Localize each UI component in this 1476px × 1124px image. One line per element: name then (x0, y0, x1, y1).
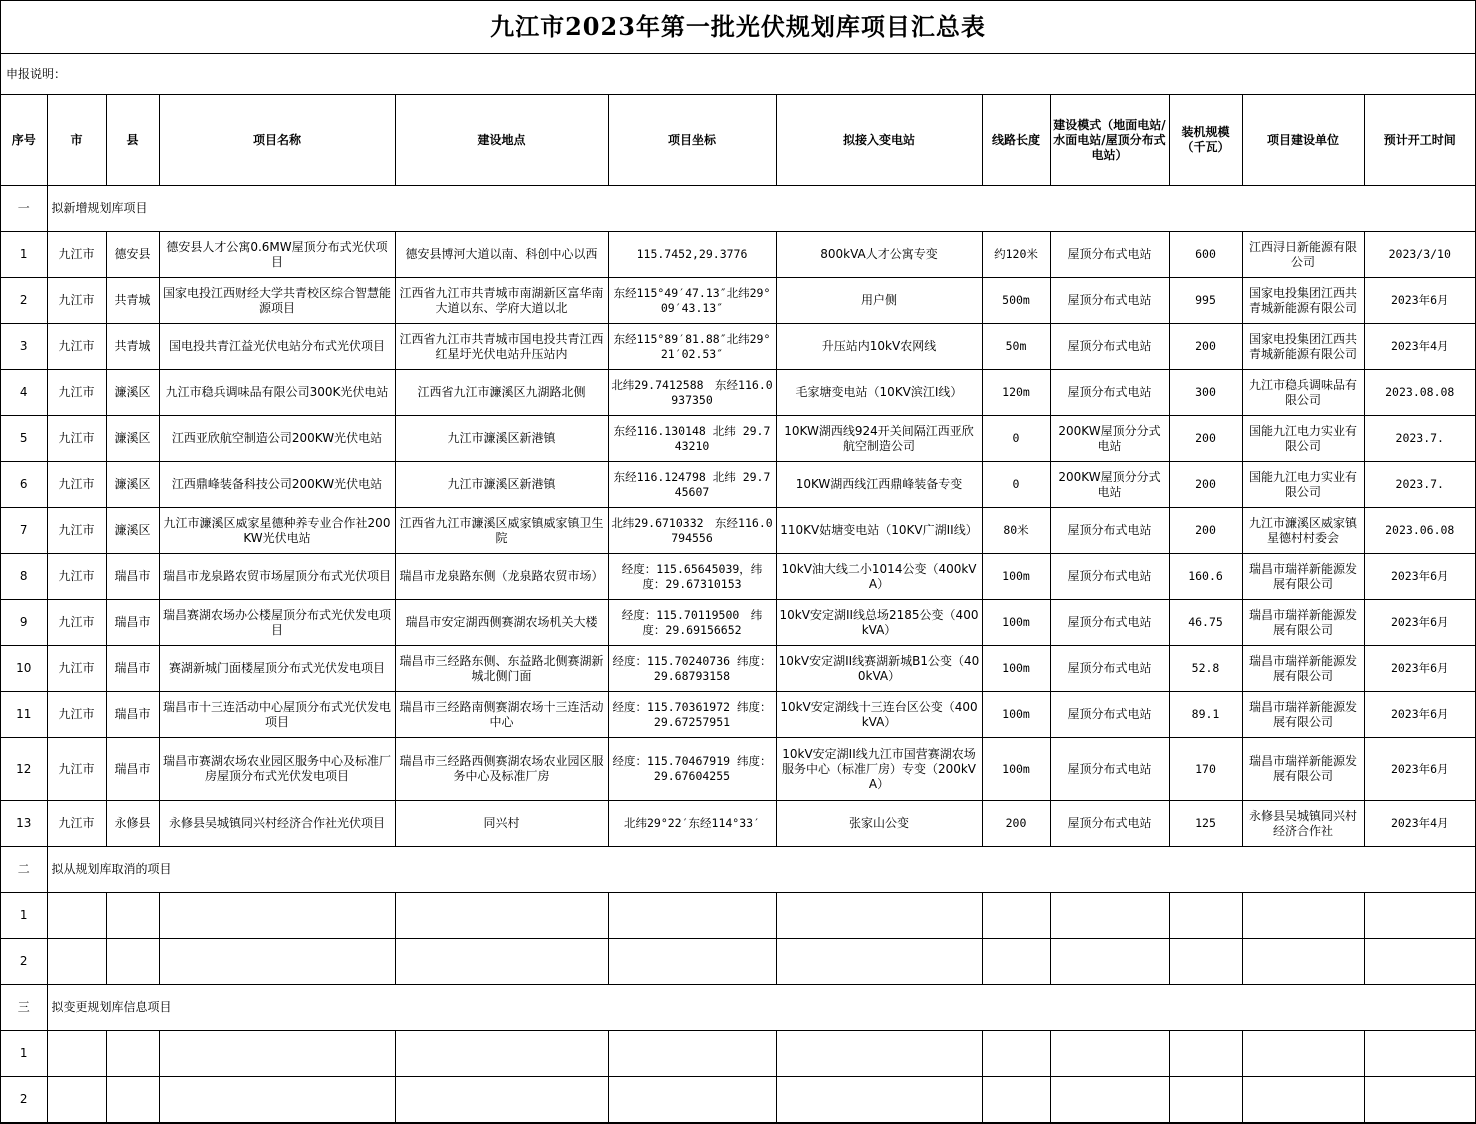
cell-start: 2023年4月 (1364, 801, 1475, 847)
cell-mode: 屋顶分布式电站 (1050, 738, 1169, 801)
section-title: 拟变更规划库信息项目 (47, 985, 1475, 1031)
empty-cell (608, 1031, 776, 1077)
cell-capacity: 170 (1169, 738, 1242, 801)
empty-cell (776, 1077, 982, 1123)
empty-cell (1050, 893, 1169, 939)
cell-coords: 北纬29.6710332 东经116.0794556 (608, 508, 776, 554)
cell-substation: 110KV姑塘变电站（10KV广湖II线） (776, 508, 982, 554)
cell-unit: 瑞昌市瑞祥新能源发展有限公司 (1242, 554, 1364, 600)
header-mode: 建设模式（地面电站/水面电站/屋顶分布式电站） (1050, 95, 1169, 186)
empty-cell (395, 1031, 608, 1077)
empty-cell (395, 893, 608, 939)
cell-county: 濂溪区 (106, 370, 159, 416)
cell-unit: 九江市濂溪区威家镇星德村村委会 (1242, 508, 1364, 554)
cell-seq: 5 (1, 416, 47, 462)
header-substation: 拟接入变电站 (776, 95, 982, 186)
cell-start: 2023.7. (1364, 462, 1475, 508)
cell-substation: 10kV安定湖线十三连台区公变（400kVA） (776, 692, 982, 738)
cell-seq: 7 (1, 508, 47, 554)
empty-cell (1242, 939, 1364, 985)
cell-location: 九江市濂溪区新港镇 (395, 416, 608, 462)
empty-cell (106, 939, 159, 985)
table-row (1, 508, 1475, 554)
table-row (1, 600, 1475, 646)
header-line-length: 线路长度 (982, 95, 1050, 186)
cell-location: 瑞昌市三经路南侧赛湖农场十三连活动中心 (395, 692, 608, 738)
cell-capacity: 46.75 (1169, 600, 1242, 646)
cell-coords: 经度：115.70240736 纬度：29.68793158 (608, 646, 776, 692)
section-number: 一 (1, 186, 47, 232)
cell-unit: 九江市稳兵调味品有限公司 (1242, 370, 1364, 416)
cell-city: 九江市 (47, 646, 106, 692)
cell-location: 瑞昌市三经路东侧、东益路北侧赛湖新城北侧门面 (395, 646, 608, 692)
cell-start: 2023年6月 (1364, 646, 1475, 692)
cell-capacity: 89.1 (1169, 692, 1242, 738)
table-row (1, 370, 1475, 416)
empty-cell (1364, 893, 1475, 939)
cell-coords: 经度：115.70361972 纬度：29.67257951 (608, 692, 776, 738)
cell-seq: 8 (1, 554, 47, 600)
cell-unit: 国能九江电力实业有限公司 (1242, 416, 1364, 462)
cell-unit: 江西浔日新能源有限公司 (1242, 232, 1364, 278)
header-start: 预计开工时间 (1364, 95, 1475, 186)
section-row (1, 847, 1475, 893)
table-row (1, 801, 1475, 847)
empty-cell (395, 1077, 608, 1123)
table-row (1, 462, 1475, 508)
cell-city: 九江市 (47, 600, 106, 646)
cell-substation: 毛家塘变电站（10KV滨江I线） (776, 370, 982, 416)
empty-cell (1364, 1031, 1475, 1077)
cell-county: 共青城 (106, 278, 159, 324)
cell-mode: 屋顶分布式电站 (1050, 508, 1169, 554)
cell-name: 九江市稳兵调味品有限公司300K光伏电站 (159, 370, 395, 416)
cell-start: 2023.06.08 (1364, 508, 1475, 554)
empty-cell (1169, 1031, 1242, 1077)
cell-seq: 1 (1, 232, 47, 278)
cell-location: 江西省九江市共青城市国电投共青江西红星圩光伏电站升压站内 (395, 324, 608, 370)
cell-mode: 屋顶分布式电站 (1050, 692, 1169, 738)
cell-county: 濂溪区 (106, 508, 159, 554)
empty-cell (982, 893, 1050, 939)
cell-seq: 2 (1, 1077, 47, 1123)
cell-substation: 10kV安定湖II线总场2185公变（400kVA） (776, 600, 982, 646)
cell-capacity: 995 (1169, 278, 1242, 324)
header-seq: 序号 (1, 95, 47, 186)
cell-line-length: 100m (982, 738, 1050, 801)
cell-name: 瑞昌市龙泉路农贸市场屋顶分布式光伏项目 (159, 554, 395, 600)
cell-coords: 北纬29.7412588 东经116.0937350 (608, 370, 776, 416)
cell-location: 瑞昌市三经路西侧赛湖农场农业园区服务中心及标准厂房 (395, 738, 608, 801)
cell-line-length: 200 (982, 801, 1050, 847)
cell-coords: 经度：115.70467919 纬度：29.67604255 (608, 738, 776, 801)
cell-start: 2023年6月 (1364, 554, 1475, 600)
project-table (1, 95, 1475, 1123)
empty-cell (1050, 1077, 1169, 1123)
header-row (1, 95, 1475, 186)
cell-name: 瑞昌市赛湖农场农业园区服务中心及标准厂房屋顶分布式光伏发电项目 (159, 738, 395, 801)
cell-capacity: 125 (1169, 801, 1242, 847)
cell-start: 2023.7. (1364, 416, 1475, 462)
cell-substation: 800kVA人才公寓专变 (776, 232, 982, 278)
cell-mode: 屋顶分布式电站 (1050, 554, 1169, 600)
cell-coords: 经度：115.65645039，纬度：29.67310153 (608, 554, 776, 600)
cell-city: 九江市 (47, 278, 106, 324)
empty-cell (1364, 939, 1475, 985)
header-county: 县 (106, 95, 159, 186)
cell-city: 九江市 (47, 462, 106, 508)
cell-mode: 屋顶分布式电站 (1050, 370, 1169, 416)
cell-county: 共青城 (106, 324, 159, 370)
cell-coords: 北纬29°22′东经114°33′ (608, 801, 776, 847)
cell-name: 瑞昌市十三连活动中心屋顶分布式光伏发电项目 (159, 692, 395, 738)
header-capacity: 装机规模（千瓦） (1169, 95, 1242, 186)
cell-mode: 屋顶分布式电站 (1050, 232, 1169, 278)
cell-coords: 东经115°49′47.13″北纬29°09′43.13″ (608, 278, 776, 324)
cell-name: 九江市濂溪区威家星德种养专业合作社200KW光伏电站 (159, 508, 395, 554)
cell-city: 九江市 (47, 554, 106, 600)
table-row (1, 692, 1475, 738)
header-unit: 项目建设单位 (1242, 95, 1364, 186)
cell-name: 永修县吴城镇同兴村经济合作社光伏项目 (159, 801, 395, 847)
table-row (1, 278, 1475, 324)
cell-unit: 国家电投集团江西共青城新能源有限公司 (1242, 278, 1364, 324)
cell-county: 瑞昌市 (106, 600, 159, 646)
header-coords: 项目坐标 (608, 95, 776, 186)
cell-mode: 屋顶分布式电站 (1050, 324, 1169, 370)
empty-row (1, 939, 1475, 985)
table-row (1, 324, 1475, 370)
cell-seq: 3 (1, 324, 47, 370)
empty-cell (982, 1077, 1050, 1123)
cell-coords: 东经116.124798 北纬 29.745607 (608, 462, 776, 508)
cell-line-length: 80米 (982, 508, 1050, 554)
cell-county: 濂溪区 (106, 462, 159, 508)
cell-name: 江西亚欣航空制造公司200KW光伏电站 (159, 416, 395, 462)
empty-cell (1050, 939, 1169, 985)
cell-coords: 东经115°89′81.88″北纬29°21′02.53″ (608, 324, 776, 370)
cell-line-length: 约120米 (982, 232, 1050, 278)
cell-location: 江西省九江市共青城市南湖新区富华南大道以东、学府大道以北 (395, 278, 608, 324)
empty-cell (1242, 1077, 1364, 1123)
cell-county: 瑞昌市 (106, 554, 159, 600)
cell-name: 赛湖新城门面楼屋顶分布式光伏发电项目 (159, 646, 395, 692)
sheet-title: 九江市2023年第一批光伏规划库项目汇总表 (1, 1, 1475, 54)
cell-mode: 200KW屋顶分分式电站 (1050, 462, 1169, 508)
cell-capacity: 200 (1169, 324, 1242, 370)
cell-coords: 经度：115.70119500 纬度：29.69156652 (608, 600, 776, 646)
cell-start: 2023年6月 (1364, 738, 1475, 801)
empty-cell (1169, 893, 1242, 939)
empty-cell (982, 939, 1050, 985)
cell-line-length: 500m (982, 278, 1050, 324)
empty-cell (1364, 1077, 1475, 1123)
cell-location: 德安县博河大道以南、科创中心以西 (395, 232, 608, 278)
cell-substation: 升压站内10kV农网线 (776, 324, 982, 370)
empty-cell (106, 893, 159, 939)
empty-cell (776, 939, 982, 985)
cell-substation: 张家山公变 (776, 801, 982, 847)
empty-cell (776, 893, 982, 939)
empty-cell (159, 1031, 395, 1077)
cell-line-length: 0 (982, 416, 1050, 462)
empty-cell (395, 939, 608, 985)
cell-seq: 11 (1, 692, 47, 738)
section-number: 三 (1, 985, 47, 1031)
cell-unit: 瑞昌市瑞祥新能源发展有限公司 (1242, 646, 1364, 692)
empty-cell (608, 1077, 776, 1123)
empty-row (1, 893, 1475, 939)
cell-seq: 4 (1, 370, 47, 416)
cell-capacity: 200 (1169, 462, 1242, 508)
empty-cell (1169, 939, 1242, 985)
cell-capacity: 200 (1169, 508, 1242, 554)
cell-substation: 10kV安定湖II线赛湖新城B1公变（400kVA） (776, 646, 982, 692)
cell-line-length: 100m (982, 600, 1050, 646)
cell-city: 九江市 (47, 324, 106, 370)
cell-coords: 东经116.130148 北纬 29.743210 (608, 416, 776, 462)
cell-location: 江西省九江市濂溪区威家镇威家镇卫生院 (395, 508, 608, 554)
empty-cell (106, 1077, 159, 1123)
cell-location: 九江市濂溪区新港镇 (395, 462, 608, 508)
cell-seq: 10 (1, 646, 47, 692)
cell-start: 2023/3/10 (1364, 232, 1475, 278)
cell-start: 2023年6月 (1364, 278, 1475, 324)
empty-cell (1242, 893, 1364, 939)
note-label: 申报说明： (1, 54, 1475, 95)
section-title: 拟新增规划库项目 (47, 186, 1475, 232)
cell-city: 九江市 (47, 508, 106, 554)
cell-county: 瑞昌市 (106, 692, 159, 738)
cell-line-length: 100m (982, 692, 1050, 738)
cell-line-length: 120m (982, 370, 1050, 416)
cell-line-length: 100m (982, 554, 1050, 600)
empty-cell (47, 1077, 106, 1123)
table-row (1, 416, 1475, 462)
cell-mode: 200KW屋顶分分式电站 (1050, 416, 1169, 462)
cell-name: 国家电投江西财经大学共青校区综合智慧能源项目 (159, 278, 395, 324)
cell-city: 九江市 (47, 370, 106, 416)
section-number: 二 (1, 847, 47, 893)
empty-cell (1242, 1031, 1364, 1077)
cell-mode: 屋顶分布式电站 (1050, 600, 1169, 646)
empty-cell (608, 893, 776, 939)
table-row (1, 232, 1475, 278)
cell-line-length: 50m (982, 324, 1050, 370)
table-row (1, 646, 1475, 692)
cell-seq: 2 (1, 939, 47, 985)
cell-county: 濂溪区 (106, 416, 159, 462)
cell-city: 九江市 (47, 738, 106, 801)
cell-coords: 115.7452,29.3776 (608, 232, 776, 278)
cell-capacity: 600 (1169, 232, 1242, 278)
header-location: 建设地点 (395, 95, 608, 186)
cell-county: 瑞昌市 (106, 646, 159, 692)
cell-start: 2023.08.08 (1364, 370, 1475, 416)
cell-seq: 9 (1, 600, 47, 646)
section-title: 拟从规划库取消的项目 (47, 847, 1475, 893)
empty-cell (1169, 1077, 1242, 1123)
cell-seq: 6 (1, 462, 47, 508)
table-row (1, 738, 1475, 801)
cell-capacity: 52.8 (1169, 646, 1242, 692)
cell-capacity: 300 (1169, 370, 1242, 416)
cell-substation: 10KW湖西线江西鼎峰装备专变 (776, 462, 982, 508)
cell-county: 瑞昌市 (106, 738, 159, 801)
cell-unit: 国能九江电力实业有限公司 (1242, 462, 1364, 508)
cell-city: 九江市 (47, 416, 106, 462)
empty-cell (608, 939, 776, 985)
cell-substation: 用户侧 (776, 278, 982, 324)
cell-start: 2023年6月 (1364, 600, 1475, 646)
table-body (1, 186, 1475, 1123)
empty-row (1, 1077, 1475, 1123)
cell-name: 国电投共青江益光伏电站分布式光伏项目 (159, 324, 395, 370)
empty-cell (106, 1031, 159, 1077)
cell-mode: 屋顶分布式电站 (1050, 801, 1169, 847)
table-row (1, 554, 1475, 600)
cell-start: 2023年6月 (1364, 692, 1475, 738)
empty-cell (1050, 1031, 1169, 1077)
cell-substation: 10kV安定湖II线九江市国营赛湖农场服务中心（标准厂房）专变（200kVA） (776, 738, 982, 801)
empty-cell (159, 939, 395, 985)
empty-cell (776, 1031, 982, 1077)
cell-line-length: 100m (982, 646, 1050, 692)
cell-substation: 10KW湖西线924开关间隔江西亚欣航空制造公司 (776, 416, 982, 462)
cell-seq: 2 (1, 278, 47, 324)
cell-line-length: 0 (982, 462, 1050, 508)
cell-seq: 13 (1, 801, 47, 847)
section-row (1, 985, 1475, 1031)
cell-unit: 瑞昌市瑞祥新能源发展有限公司 (1242, 738, 1364, 801)
cell-mode: 屋顶分布式电站 (1050, 278, 1169, 324)
cell-unit: 瑞昌市瑞祥新能源发展有限公司 (1242, 600, 1364, 646)
cell-name: 江西鼎峰装备科技公司200KW光伏电站 (159, 462, 395, 508)
empty-row (1, 1031, 1475, 1077)
empty-cell (47, 939, 106, 985)
cell-capacity: 200 (1169, 416, 1242, 462)
header-name: 项目名称 (159, 95, 395, 186)
cell-substation: 10kV油大线二小1014公变（400kVA） (776, 554, 982, 600)
section-row (1, 186, 1475, 232)
empty-cell (159, 893, 395, 939)
empty-cell (47, 1031, 106, 1077)
cell-location: 江西省九江市濂溪区九湖路北侧 (395, 370, 608, 416)
empty-cell (47, 893, 106, 939)
cell-city: 九江市 (47, 232, 106, 278)
cell-name: 瑞昌赛湖农场办公楼屋顶分布式光伏发电项目 (159, 600, 395, 646)
cell-county: 永修县 (106, 801, 159, 847)
empty-cell (982, 1031, 1050, 1077)
cell-city: 九江市 (47, 801, 106, 847)
cell-county: 德安县 (106, 232, 159, 278)
empty-cell (159, 1077, 395, 1123)
header-city: 市 (47, 95, 106, 186)
cell-location: 同兴村 (395, 801, 608, 847)
cell-seq: 12 (1, 738, 47, 801)
cell-unit: 瑞昌市瑞祥新能源发展有限公司 (1242, 692, 1364, 738)
cell-name: 德安县人才公寓0.6MW屋顶分布式光伏项目 (159, 232, 395, 278)
cell-unit: 国家电投集团江西共青城新能源有限公司 (1242, 324, 1364, 370)
cell-location: 瑞昌市龙泉路东侧（龙泉路农贸市场） (395, 554, 608, 600)
cell-city: 九江市 (47, 692, 106, 738)
cell-capacity: 160.6 (1169, 554, 1242, 600)
cell-unit: 永修县吴城镇同兴村经济合作社 (1242, 801, 1364, 847)
cell-seq: 1 (1, 893, 47, 939)
cell-start: 2023年4月 (1364, 324, 1475, 370)
cell-mode: 屋顶分布式电站 (1050, 646, 1169, 692)
cell-seq: 1 (1, 1031, 47, 1077)
cell-location: 瑞昌市安定湖西侧赛湖农场机关大楼 (395, 600, 608, 646)
